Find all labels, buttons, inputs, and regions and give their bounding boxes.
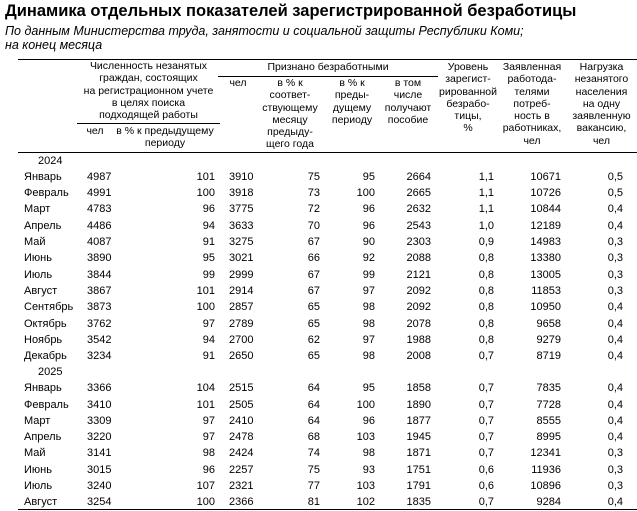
cell-registered: 3873 [87, 301, 112, 314]
cell-registered: 3234 [87, 350, 112, 363]
cell-load: 0,4 [607, 414, 623, 427]
cell-unemployed: 2478 [229, 431, 254, 444]
cell-rate: 1,1 [478, 170, 494, 183]
table-row [0, 464, 637, 480]
cell-rate: 0,7 [478, 350, 494, 363]
cell-demand: 7728 [536, 398, 561, 411]
table-row [0, 285, 637, 301]
cell-load: 0,4 [607, 350, 623, 363]
cell-pct-prev: 100 [356, 398, 375, 411]
cell-registered-pct: 100 [196, 187, 215, 200]
cell-demand: 8555 [536, 414, 561, 427]
cell-pct-year: 65 [307, 301, 320, 314]
table-row [0, 318, 637, 334]
table-row [0, 382, 637, 398]
cell-month: Июнь [24, 252, 52, 265]
cell-rate: 0,8 [478, 268, 494, 281]
table-row [0, 171, 637, 187]
table-row [0, 431, 637, 447]
header-rate: Уровень зарегист- рированной безрабо- тицы, % [439, 61, 497, 135]
cell-pct-prev: 98 [362, 301, 375, 314]
cell-month: Октябрь [24, 317, 67, 330]
cell-benefit: 2092 [406, 301, 431, 314]
cell-pct-year: 72 [307, 203, 320, 216]
group1-rule [77, 123, 220, 124]
cell-benefit: 2008 [406, 350, 431, 363]
cell-benefit: 1890 [406, 398, 431, 411]
cell-registered: 3762 [87, 317, 112, 330]
cell-registered-pct: 91 [202, 236, 215, 248]
cell-rate: 0,8 [478, 252, 494, 265]
cell-load: 0,3 [607, 268, 623, 281]
cell-pct-prev: 96 [362, 219, 375, 232]
table-row [0, 236, 637, 252]
cell-month: Январь [24, 170, 62, 183]
cell-demand: 12189 [530, 219, 561, 232]
cell-rate: 1,1 [478, 203, 494, 216]
cell-month: Декабрь [24, 350, 67, 363]
cell-benefit: 2632 [406, 203, 431, 216]
cell-month: Июль [24, 268, 53, 281]
cell-month: Февраль [24, 187, 69, 200]
cell-benefit: 1988 [406, 333, 431, 346]
cell-month: Апрель [24, 219, 62, 232]
cell-demand: 8719 [536, 350, 561, 363]
cell-pct-year: 70 [307, 219, 320, 232]
cell-registered-pct: 91 [202, 350, 215, 363]
cell-registered: 3410 [87, 398, 112, 411]
cell-rate: 0,7 [478, 414, 494, 427]
cell-pct-prev: 102 [356, 496, 375, 509]
cell-demand: 9279 [536, 333, 561, 346]
table-row [0, 415, 637, 431]
cell-benefit: 2303 [406, 236, 431, 248]
cell-month: Март [24, 203, 51, 216]
cell-load: 0,4 [607, 317, 623, 330]
cell-registered: 4991 [87, 187, 112, 200]
cell-pct-year: 64 [307, 398, 320, 411]
cell-benefit: 1835 [406, 496, 431, 509]
header-load: Нагрузка незанятого населения на одну заявленную вакансию, чел [572, 61, 631, 147]
cell-registered: 3542 [87, 333, 112, 346]
cell-unemployed: 3910 [229, 170, 254, 183]
cell-pct-prev: 93 [362, 463, 375, 476]
cell-pct-year: 67 [307, 236, 320, 248]
cell-registered: 3240 [87, 480, 112, 492]
cell-load: 0,5 [607, 187, 623, 200]
cell-unemployed: 3021 [229, 252, 254, 265]
header-unemployed-chel: чел [229, 77, 247, 89]
table-bottom-rule [18, 509, 637, 510]
table-row [0, 350, 637, 366]
cell-demand: 12341 [530, 447, 561, 460]
cell-unemployed: 3633 [229, 219, 254, 232]
cell-unemployed: 2914 [229, 284, 254, 297]
cell-demand: 14983 [530, 236, 561, 248]
cell-pct-year: 67 [307, 268, 320, 281]
cell-benefit: 2078 [406, 317, 431, 330]
cell-demand: 10950 [530, 301, 561, 314]
cell-rate: 0,8 [478, 284, 494, 297]
table-row [0, 187, 637, 203]
cell-pct-prev: 97 [362, 284, 375, 297]
cell-pct-year: 65 [307, 350, 320, 363]
cell-load: 0,4 [607, 398, 623, 411]
cell-demand: 13380 [530, 252, 561, 265]
cell-registered: 4087 [87, 236, 112, 248]
cell-benefit: 2121 [406, 268, 431, 281]
cell-unemployed: 3918 [229, 187, 254, 200]
cell-pct-year: 77 [307, 480, 320, 492]
page-title: Динамика отдельных показателей зарегистрированной безработицы [5, 2, 577, 20]
cell-load: 0,4 [607, 496, 623, 509]
cell-pct-prev: 100 [356, 187, 375, 200]
cell-demand: 9658 [536, 317, 561, 330]
cell-pct-prev: 92 [362, 252, 375, 265]
subtitle-line1: По данным Министерства труда, занятости и социальной защиты Республики Коми; [5, 24, 524, 38]
cell-load: 0,4 [607, 333, 623, 346]
cell-registered: 3015 [87, 463, 112, 476]
cell-unemployed: 2257 [229, 463, 254, 476]
cell-registered-pct: 97 [202, 317, 215, 330]
cell-load: 0,5 [607, 170, 623, 183]
header-bottom-rule [18, 152, 637, 153]
cell-rate: 0,6 [478, 463, 494, 476]
cell-rate: 0,8 [478, 301, 494, 314]
cell-month: Ноябрь [24, 333, 63, 346]
cell-registered: 4783 [87, 203, 112, 216]
header-registered-pct: в % к предыдущему периоду [116, 125, 214, 150]
cell-registered: 3220 [87, 431, 112, 444]
cell-unemployed: 2789 [229, 317, 254, 330]
year-label: 2025 [38, 366, 63, 379]
header-registered-chel: чел [86, 125, 104, 137]
cell-rate: 1,0 [478, 219, 494, 232]
table-row [0, 399, 637, 415]
cell-registered-pct: 95 [202, 252, 215, 265]
cell-demand: 10896 [530, 480, 561, 492]
cell-benefit: 1858 [406, 382, 431, 395]
cell-demand: 10726 [530, 187, 561, 200]
cell-pct-prev: 98 [362, 447, 375, 460]
table-row [0, 269, 637, 285]
cell-pct-year: 74 [307, 447, 320, 460]
cell-registered-pct: 96 [202, 463, 215, 476]
cell-registered: 3254 [87, 496, 112, 509]
cell-rate: 0,6 [478, 480, 494, 492]
cell-rate: 0,8 [478, 317, 494, 330]
table-row [0, 447, 637, 463]
cell-rate: 0,7 [478, 431, 494, 444]
table-row [0, 252, 637, 268]
cell-rate: 0,7 [478, 382, 494, 395]
cell-registered-pct: 99 [202, 268, 215, 281]
cell-registered: 3844 [87, 268, 112, 281]
cell-demand: 10844 [530, 203, 561, 216]
cell-unemployed: 2366 [229, 496, 254, 509]
cell-registered: 3890 [87, 252, 112, 265]
cell-pct-year: 64 [307, 414, 320, 427]
cell-benefit: 1945 [406, 431, 431, 444]
cell-unemployed: 2999 [229, 268, 254, 281]
cell-benefit: 2092 [406, 284, 431, 297]
table-row [0, 203, 637, 219]
cell-month: Сентябрь [24, 301, 74, 314]
cell-registered: 3366 [87, 382, 112, 395]
subtitle-line2: на конец месяца [5, 38, 103, 52]
cell-benefit: 1791 [406, 480, 431, 492]
cell-registered-pct: 97 [202, 414, 215, 427]
cell-pct-year: 68 [307, 431, 320, 444]
cell-registered-pct: 101 [196, 170, 215, 183]
cell-pct-year: 67 [307, 284, 320, 297]
cell-registered: 4486 [87, 219, 112, 232]
cell-pct-prev: 103 [356, 480, 375, 492]
cell-registered: 4987 [87, 170, 112, 183]
cell-pct-year: 65 [307, 317, 320, 330]
table-row [0, 220, 637, 236]
cell-load: 0,4 [607, 431, 623, 444]
cell-demand: 9284 [536, 496, 561, 509]
cell-load: 0,3 [607, 236, 623, 248]
cell-demand: 11936 [531, 463, 561, 476]
cell-month: Февраль [24, 398, 69, 411]
cell-registered: 3309 [87, 414, 112, 427]
cell-benefit: 2543 [406, 219, 431, 232]
cell-pct-year: 62 [307, 333, 320, 346]
cell-registered-pct: 94 [202, 333, 215, 346]
header-demand: Заявленная работода- телями потреб- ность в работниках, чел [502, 61, 562, 147]
table-row [0, 480, 637, 496]
cell-registered-pct: 101 [196, 284, 215, 297]
cell-load: 0,3 [607, 252, 623, 265]
cell-pct-prev: 99 [362, 268, 375, 281]
year-label: 2024 [38, 155, 63, 167]
cell-unemployed: 2321 [229, 480, 254, 492]
cell-registered-pct: 97 [202, 431, 215, 444]
cell-unemployed: 3275 [229, 236, 254, 248]
header-pct-prev: в % к преды- дущему периоду [331, 77, 373, 126]
cell-pct-year: 81 [307, 496, 320, 509]
cell-load: 0,3 [607, 480, 623, 492]
cell-load: 0,4 [607, 203, 623, 216]
cell-pct-prev: 97 [362, 333, 375, 346]
cell-unemployed: 2410 [229, 414, 254, 427]
cell-demand: 8995 [536, 431, 561, 444]
cell-pct-year: 73 [307, 187, 320, 200]
cell-load: 0,4 [607, 382, 623, 395]
cell-registered-pct: 101 [196, 398, 215, 411]
cell-rate: 1,1 [478, 187, 494, 200]
cell-pct-prev: 96 [362, 414, 375, 427]
cell-registered: 3867 [87, 284, 112, 297]
cell-registered-pct: 96 [202, 203, 215, 216]
cell-registered-pct: 100 [196, 496, 215, 509]
cell-load: 0,4 [607, 219, 623, 232]
cell-month: Май [24, 447, 46, 460]
cell-pct-prev: 98 [362, 317, 375, 330]
cell-demand: 13005 [530, 268, 561, 281]
cell-month: Август [24, 496, 58, 509]
header-registered: Численность незанятых граждан, состоящих на регистрационном учете в целях поиска подходящей работы [83, 60, 214, 122]
cell-rate: 0,7 [478, 447, 494, 460]
cell-registered-pct: 104 [196, 382, 215, 395]
cell-benefit: 1877 [406, 414, 431, 427]
cell-demand: 10671 [530, 170, 561, 183]
cell-pct-year: 75 [307, 463, 320, 476]
cell-unemployed: 2650 [229, 350, 254, 363]
cell-registered-pct: 100 [196, 301, 215, 314]
cell-benefit: 1871 [406, 447, 431, 460]
cell-unemployed: 2505 [229, 398, 254, 411]
cell-pct-prev: 90 [362, 236, 375, 248]
cell-rate: 0,7 [478, 496, 494, 509]
header-benefit: в том числе получают пособие [384, 77, 432, 126]
cell-unemployed: 2424 [229, 447, 254, 460]
table-row [0, 334, 637, 350]
cell-registered: 3141 [87, 447, 112, 460]
cell-unemployed: 2857 [229, 301, 254, 314]
cell-pct-prev: 95 [362, 382, 375, 395]
cell-pct-year: 75 [307, 170, 320, 183]
cell-demand: 11853 [531, 284, 561, 297]
cell-benefit: 2664 [406, 170, 431, 183]
cell-rate: 0,7 [478, 398, 494, 411]
cell-load: 0,3 [607, 447, 623, 460]
cell-month: Апрель [24, 431, 62, 444]
cell-month: Май [24, 236, 46, 248]
cell-month: Август [24, 284, 58, 297]
cell-load: 0,4 [607, 301, 623, 314]
header-pct-year: в % к соответ- ствующему месяцу предыду- щего года [262, 77, 318, 151]
cell-month: Июль [24, 480, 53, 492]
cell-load: 0,3 [607, 284, 623, 297]
cell-unemployed: 3775 [229, 203, 254, 216]
cell-pct-prev: 95 [362, 170, 375, 183]
cell-benefit: 1751 [406, 463, 431, 476]
cell-pct-prev: 96 [362, 203, 375, 216]
cell-benefit: 2088 [406, 252, 431, 265]
cell-month: Июнь [24, 463, 52, 476]
cell-month: Март [24, 414, 51, 427]
cell-demand: 7835 [536, 382, 561, 395]
cell-benefit: 2665 [406, 187, 431, 200]
cell-registered-pct: 98 [202, 447, 215, 460]
cell-load: 0,3 [607, 463, 623, 476]
table-row [0, 301, 637, 317]
cell-month: Январь [24, 382, 62, 395]
cell-rate: 0,9 [478, 236, 494, 248]
cell-pct-prev: 98 [362, 350, 375, 363]
cell-pct-prev: 103 [356, 431, 375, 444]
cell-registered-pct: 107 [196, 480, 215, 492]
cell-unemployed: 2700 [229, 333, 254, 346]
cell-registered-pct: 94 [202, 219, 215, 232]
header-unemployed: Признано безработными [267, 61, 389, 73]
cell-pct-year: 64 [307, 382, 320, 395]
cell-unemployed: 2515 [229, 382, 254, 395]
cell-pct-year: 66 [307, 252, 320, 265]
cell-rate: 0,8 [478, 333, 494, 346]
